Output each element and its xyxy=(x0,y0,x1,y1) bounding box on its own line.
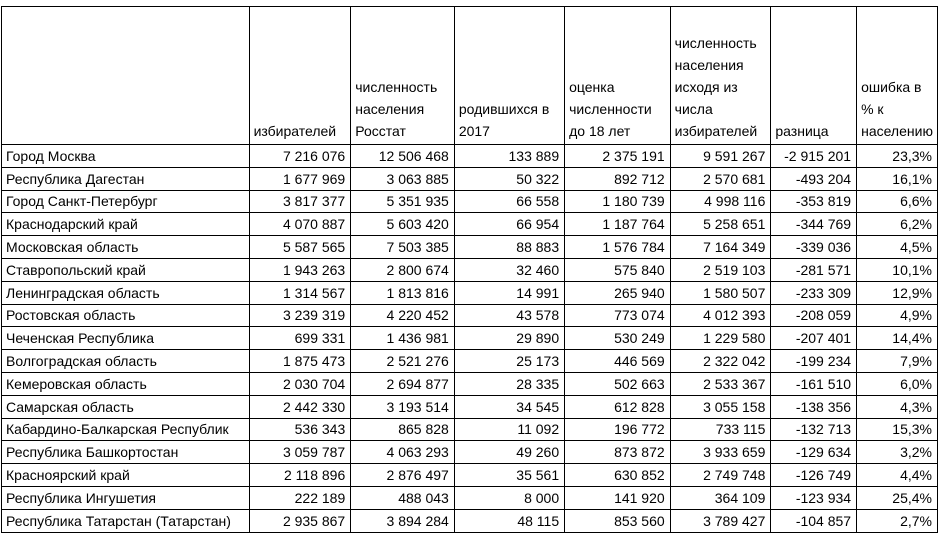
population-from-voters-cell: 3 055 158 xyxy=(670,395,771,418)
population-from-voters-cell: 2 322 042 xyxy=(670,350,771,373)
error-percent-cell: 2,7% xyxy=(857,509,938,532)
born-2017-cell: 66 558 xyxy=(454,190,564,213)
difference-cell: -281 571 xyxy=(771,258,857,281)
voters-cell: 3 059 787 xyxy=(249,441,351,464)
voters-cell: 2 118 896 xyxy=(249,464,351,487)
difference-cell: -126 749 xyxy=(771,464,857,487)
rosstat-population-cell: 865 828 xyxy=(351,418,455,441)
difference-cell: -339 036 xyxy=(771,236,857,259)
born-2017-cell: 49 260 xyxy=(454,441,564,464)
table-row xyxy=(2,190,938,213)
voters-cell: 2 935 867 xyxy=(249,509,351,532)
born-2017-cell: 11 092 xyxy=(454,418,564,441)
population-from-voters-cell: 3 789 427 xyxy=(670,509,771,532)
header-voters: избирателей xyxy=(249,7,351,145)
table-row xyxy=(2,395,938,418)
error-percent-cell: 12,9% xyxy=(857,281,938,304)
table-row xyxy=(2,486,938,509)
voters-cell: 7 216 076 xyxy=(249,145,351,168)
born-2017-cell: 50 322 xyxy=(454,167,564,190)
population-from-voters-cell: 2 570 681 xyxy=(670,167,771,190)
voters-cell: 222 189 xyxy=(249,486,351,509)
region-cell: Краснодарский край xyxy=(2,213,250,236)
rosstat-population-cell: 2 521 276 xyxy=(351,350,455,373)
population-from-voters-cell: 733 115 xyxy=(670,418,771,441)
population-from-voters-cell: 4 998 116 xyxy=(670,190,771,213)
voters-cell: 4 070 887 xyxy=(249,213,351,236)
region-cell: Республика Башкортостан xyxy=(2,441,250,464)
born-2017-cell: 25 173 xyxy=(454,350,564,373)
rosstat-population-cell: 2 876 497 xyxy=(351,464,455,487)
difference-cell: -353 819 xyxy=(771,190,857,213)
region-cell: Красноярский край xyxy=(2,464,250,487)
rosstat-population-cell: 5 603 420 xyxy=(351,213,455,236)
rosstat-population-cell: 3 193 514 xyxy=(351,395,455,418)
error-percent-cell: 15,3% xyxy=(857,418,938,441)
population-from-voters-cell: 4 012 393 xyxy=(670,304,771,327)
difference-cell: -2 915 201 xyxy=(771,145,857,168)
table-row xyxy=(2,236,938,259)
rosstat-population-cell: 4 063 293 xyxy=(351,441,455,464)
difference-cell: -132 713 xyxy=(771,418,857,441)
error-percent-cell: 4,9% xyxy=(857,304,938,327)
voters-cell: 2 442 330 xyxy=(249,395,351,418)
under-18-estimate-cell: 853 560 xyxy=(565,509,671,532)
difference-cell: -129 634 xyxy=(771,441,857,464)
table-row xyxy=(2,258,938,281)
error-percent-cell: 3,2% xyxy=(857,441,938,464)
error-percent-cell: 4,5% xyxy=(857,236,938,259)
voters-cell: 2 030 704 xyxy=(249,372,351,395)
region-cell: Город Москва xyxy=(2,145,250,168)
under-18-estimate-cell: 773 074 xyxy=(565,304,671,327)
population-from-voters-cell: 2 533 367 xyxy=(670,372,771,395)
under-18-estimate-cell: 873 872 xyxy=(565,441,671,464)
error-percent-cell: 7,9% xyxy=(857,350,938,373)
rosstat-population-cell: 1 436 981 xyxy=(351,327,455,350)
table-row xyxy=(2,145,938,168)
rosstat-population-cell: 5 351 935 xyxy=(351,190,455,213)
born-2017-cell: 28 335 xyxy=(454,372,564,395)
table-header xyxy=(2,7,938,145)
difference-cell: -233 309 xyxy=(771,281,857,304)
table-row xyxy=(2,167,938,190)
table-row xyxy=(2,327,938,350)
population-from-voters-cell: 1 229 580 xyxy=(670,327,771,350)
header-born-2017: родившихся в 2017 xyxy=(454,7,564,145)
born-2017-cell: 43 578 xyxy=(454,304,564,327)
born-2017-cell: 133 889 xyxy=(454,145,564,168)
rosstat-population-cell: 1 813 816 xyxy=(351,281,455,304)
population-from-voters-cell: 1 580 507 xyxy=(670,281,771,304)
voters-cell: 3 239 319 xyxy=(249,304,351,327)
region-cell: Республика Дагестан xyxy=(2,167,250,190)
voters-cell: 5 587 565 xyxy=(249,236,351,259)
born-2017-cell: 8 000 xyxy=(454,486,564,509)
region-cell: Московская область xyxy=(2,236,250,259)
table-row xyxy=(2,464,938,487)
error-percent-cell: 16,1% xyxy=(857,167,938,190)
difference-cell: -207 401 xyxy=(771,327,857,350)
region-cell: Кабардино-Балкарская Республик xyxy=(2,418,250,441)
population-from-voters-cell: 7 164 349 xyxy=(670,236,771,259)
header-region xyxy=(2,7,250,145)
under-18-estimate-cell: 1 180 739 xyxy=(565,190,671,213)
error-percent-cell: 25,4% xyxy=(857,486,938,509)
voters-cell: 3 817 377 xyxy=(249,190,351,213)
rosstat-population-cell: 3 063 885 xyxy=(351,167,455,190)
born-2017-cell: 34 545 xyxy=(454,395,564,418)
table-row xyxy=(2,509,938,532)
region-cell: Республика Ингушетия xyxy=(2,486,250,509)
rosstat-population-cell: 3 894 284 xyxy=(351,509,455,532)
region-cell: Самарская область xyxy=(2,395,250,418)
population-from-voters-cell: 3 933 659 xyxy=(670,441,771,464)
region-cell: Волгоградская область xyxy=(2,350,250,373)
under-18-estimate-cell: 141 920 xyxy=(565,486,671,509)
table-row xyxy=(2,304,938,327)
rosstat-population-cell: 2 800 674 xyxy=(351,258,455,281)
under-18-estimate-cell: 196 772 xyxy=(565,418,671,441)
under-18-estimate-cell: 446 569 xyxy=(565,350,671,373)
header-population-from-voters: численность населения исходя из числа избирателей xyxy=(670,7,771,145)
under-18-estimate-cell: 265 940 xyxy=(565,281,671,304)
region-cell: Республика Татарстан (Татарстан) xyxy=(2,509,250,532)
rosstat-population-cell: 4 220 452 xyxy=(351,304,455,327)
population-from-voters-cell: 5 258 651 xyxy=(670,213,771,236)
born-2017-cell: 29 890 xyxy=(454,327,564,350)
difference-cell: -199 234 xyxy=(771,350,857,373)
under-18-estimate-cell: 1 187 764 xyxy=(565,213,671,236)
born-2017-cell: 88 883 xyxy=(454,236,564,259)
difference-cell: -208 059 xyxy=(771,304,857,327)
voters-cell: 699 331 xyxy=(249,327,351,350)
population-table xyxy=(1,6,938,533)
error-percent-cell: 23,3% xyxy=(857,145,938,168)
header-under-18-estimate: оценка численности до 18 лет xyxy=(565,7,671,145)
region-cell: Ленинградская область xyxy=(2,281,250,304)
error-percent-cell: 4,3% xyxy=(857,395,938,418)
population-from-voters-cell: 364 109 xyxy=(670,486,771,509)
region-cell: Чеченская Республика xyxy=(2,327,250,350)
under-18-estimate-cell: 1 576 784 xyxy=(565,236,671,259)
table-row xyxy=(2,441,938,464)
under-18-estimate-cell: 630 852 xyxy=(565,464,671,487)
born-2017-cell: 48 115 xyxy=(454,509,564,532)
population-from-voters-cell: 2 519 103 xyxy=(670,258,771,281)
error-percent-cell: 6,0% xyxy=(857,372,938,395)
error-percent-cell: 6,6% xyxy=(857,190,938,213)
born-2017-cell: 66 954 xyxy=(454,213,564,236)
region-cell: Ростовская область xyxy=(2,304,250,327)
difference-cell: -138 356 xyxy=(771,395,857,418)
error-percent-cell: 6,2% xyxy=(857,213,938,236)
rosstat-population-cell: 12 506 468 xyxy=(351,145,455,168)
voters-cell: 1 943 263 xyxy=(249,258,351,281)
table-body xyxy=(2,145,938,533)
born-2017-cell: 14 991 xyxy=(454,281,564,304)
table-row xyxy=(2,372,938,395)
rosstat-population-cell: 488 043 xyxy=(351,486,455,509)
error-percent-cell: 4,4% xyxy=(857,464,938,487)
region-cell: Ставропольский край xyxy=(2,258,250,281)
header-rosstat-population: численность населения Росстат xyxy=(351,7,455,145)
under-18-estimate-cell: 575 840 xyxy=(565,258,671,281)
difference-cell: -161 510 xyxy=(771,372,857,395)
under-18-estimate-cell: 502 663 xyxy=(565,372,671,395)
table-row xyxy=(2,281,938,304)
population-from-voters-cell: 9 591 267 xyxy=(670,145,771,168)
voters-cell: 1 314 567 xyxy=(249,281,351,304)
under-18-estimate-cell: 2 375 191 xyxy=(565,145,671,168)
table-row xyxy=(2,418,938,441)
header-difference: разница xyxy=(771,7,857,145)
difference-cell: -493 204 xyxy=(771,167,857,190)
under-18-estimate-cell: 612 828 xyxy=(565,395,671,418)
region-cell: Кемеровская область xyxy=(2,372,250,395)
under-18-estimate-cell: 530 249 xyxy=(565,327,671,350)
population-from-voters-cell: 2 749 748 xyxy=(670,464,771,487)
table-row xyxy=(2,350,938,373)
region-cell: Город Санкт-Петербург xyxy=(2,190,250,213)
born-2017-cell: 32 460 xyxy=(454,258,564,281)
header-row xyxy=(2,7,938,145)
table-row xyxy=(2,213,938,236)
voters-cell: 536 343 xyxy=(249,418,351,441)
error-percent-cell: 14,4% xyxy=(857,327,938,350)
rosstat-population-cell: 7 503 385 xyxy=(351,236,455,259)
error-percent-cell: 10,1% xyxy=(857,258,938,281)
difference-cell: -344 769 xyxy=(771,213,857,236)
rosstat-population-cell: 2 694 877 xyxy=(351,372,455,395)
born-2017-cell: 35 561 xyxy=(454,464,564,487)
under-18-estimate-cell: 892 712 xyxy=(565,167,671,190)
difference-cell: -123 934 xyxy=(771,486,857,509)
voters-cell: 1 677 969 xyxy=(249,167,351,190)
difference-cell: -104 857 xyxy=(771,509,857,532)
header-error-percent: ошибка в % к населению xyxy=(857,7,938,145)
voters-cell: 1 875 473 xyxy=(249,350,351,373)
